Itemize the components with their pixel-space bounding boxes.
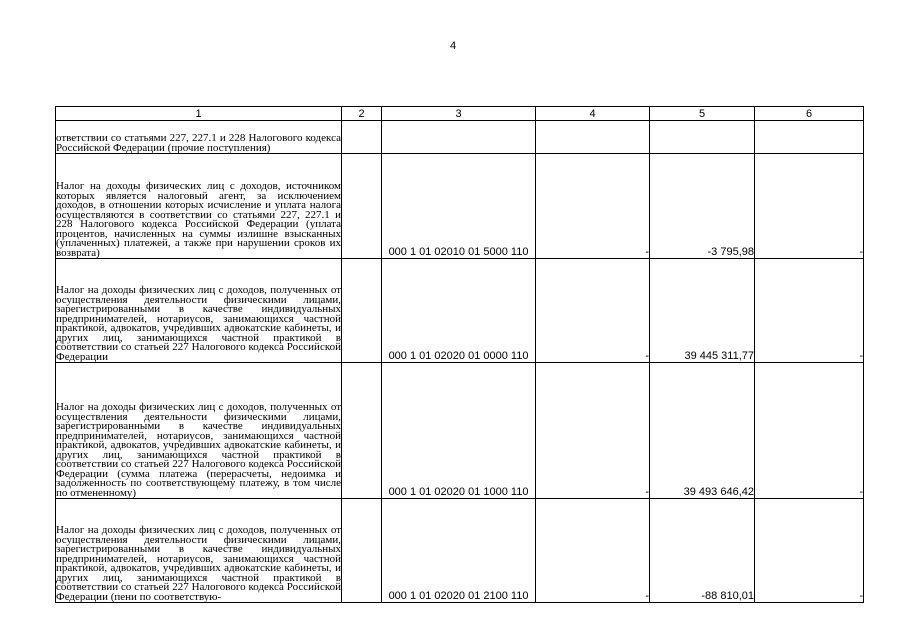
row-description bbox=[56, 259, 342, 363]
table-header-row bbox=[56, 107, 864, 121]
table-row bbox=[56, 499, 864, 603]
page-number: 4 bbox=[449, 40, 457, 52]
row-col6: - bbox=[755, 154, 864, 259]
row-amount: -88 810,01 bbox=[650, 499, 755, 603]
row-amount: 39 493 646,42 bbox=[650, 363, 755, 499]
row-col2 bbox=[342, 259, 382, 363]
row-col4: - bbox=[536, 499, 650, 603]
row-description-text: Налог на доходы физических лиц с доходов, полученных от осуществления деятельности физическими лицами, зарегистрированными в качестве индивидуальных предпринимателей, нотариусов, занимающихся частной практикой, адвокатов, учредивших адвокатские кабинеты, и других лиц, занимающихся частной практикой в соответствии со статьей 227 Налогового кодекса Российской Федерации (сумма платежа (перерасчеты, недоимка и задолженность по соответствующему платежу, в том числе по отмененному) bbox=[56, 401, 341, 499]
row-col2 bbox=[342, 154, 382, 259]
row-col4: - bbox=[536, 154, 650, 259]
column-header-2: 2 bbox=[342, 107, 382, 121]
row-amount bbox=[650, 121, 755, 154]
row-description-text: Налог на доходы физических лиц с доходов, источником которых является налоговый агент, за исключением доходов, в отношении которых исчисление и уплата налога осуществляются в соответствии со статьями 227, 227.1 и 228 Налогового кодекса Российской Федерации (уплата процентов, начисленных на суммы излишне взысканных (уплаченных) платежей, а также при нарушении сроков их возврата) bbox=[56, 180, 341, 259]
row-col2 bbox=[342, 121, 382, 154]
row-amount: -3 795,98 bbox=[650, 154, 755, 259]
row-col4: - bbox=[536, 259, 650, 363]
row-description-text: Налог на доходы физических лиц с доходов, полученных от осуществления деятельности физическими лицами, зарегистрированными в качестве индивидуальных предпринимателей, нотариусов, занимающихся частной практикой, адвокатов, учредивших адвокатские кабинеты, и других лиц, занимающихся частной практикой в соответствии со статьей 227 Налогового кодекса Российской Федерации bbox=[56, 284, 341, 363]
row-description bbox=[56, 154, 342, 259]
row-col6: - bbox=[755, 363, 864, 499]
table-row bbox=[56, 259, 864, 363]
column-header-3: 3 bbox=[382, 107, 536, 121]
row-col2 bbox=[342, 499, 382, 603]
row-description bbox=[56, 363, 342, 499]
row-col6: - bbox=[755, 499, 864, 603]
row-code bbox=[382, 121, 536, 154]
row-code: 000 1 01 02020 01 1000 110 bbox=[382, 363, 536, 499]
column-header-6: 6 bbox=[755, 107, 864, 121]
row-description bbox=[56, 499, 342, 603]
column-header-1: 1 bbox=[56, 107, 342, 121]
row-code: 000 1 01 02020 01 0000 110 bbox=[382, 259, 536, 363]
row-col6 bbox=[755, 121, 864, 154]
table-row bbox=[56, 154, 864, 259]
table-row bbox=[56, 363, 864, 499]
row-description-text: ответствии со статьями 227, 227.1 и 228 Налогового кодекса Российской Федерации (прочие поступления) bbox=[56, 132, 341, 154]
row-col4: - bbox=[536, 363, 650, 499]
row-col2 bbox=[342, 363, 382, 499]
row-col4 bbox=[536, 121, 650, 154]
row-code: 000 1 01 02010 01 5000 110 bbox=[382, 154, 536, 259]
row-description-text: Налог на доходы физических лиц с доходов, полученных от осуществления деятельности физическими лицами, зарегистрированными в качестве индивидуальных предпринимателей, нотариусов, занимающихся частной практикой, адвокатов, учредивших адвокатские кабинеты, и других лиц, занимающихся частной практикой в соответствии со статьей 227 Налогового кодекса Российской Федерации (пени по соответствую- bbox=[56, 524, 341, 603]
column-header-5: 5 bbox=[650, 107, 755, 121]
row-code: 000 1 01 02020 01 2100 110 bbox=[382, 499, 536, 603]
row-amount: 39 445 311,77 bbox=[650, 259, 755, 363]
table-row bbox=[56, 121, 864, 154]
column-header-4: 4 bbox=[536, 107, 650, 121]
row-col6: - bbox=[755, 259, 864, 363]
budget-table bbox=[55, 106, 864, 603]
row-description bbox=[56, 121, 342, 154]
